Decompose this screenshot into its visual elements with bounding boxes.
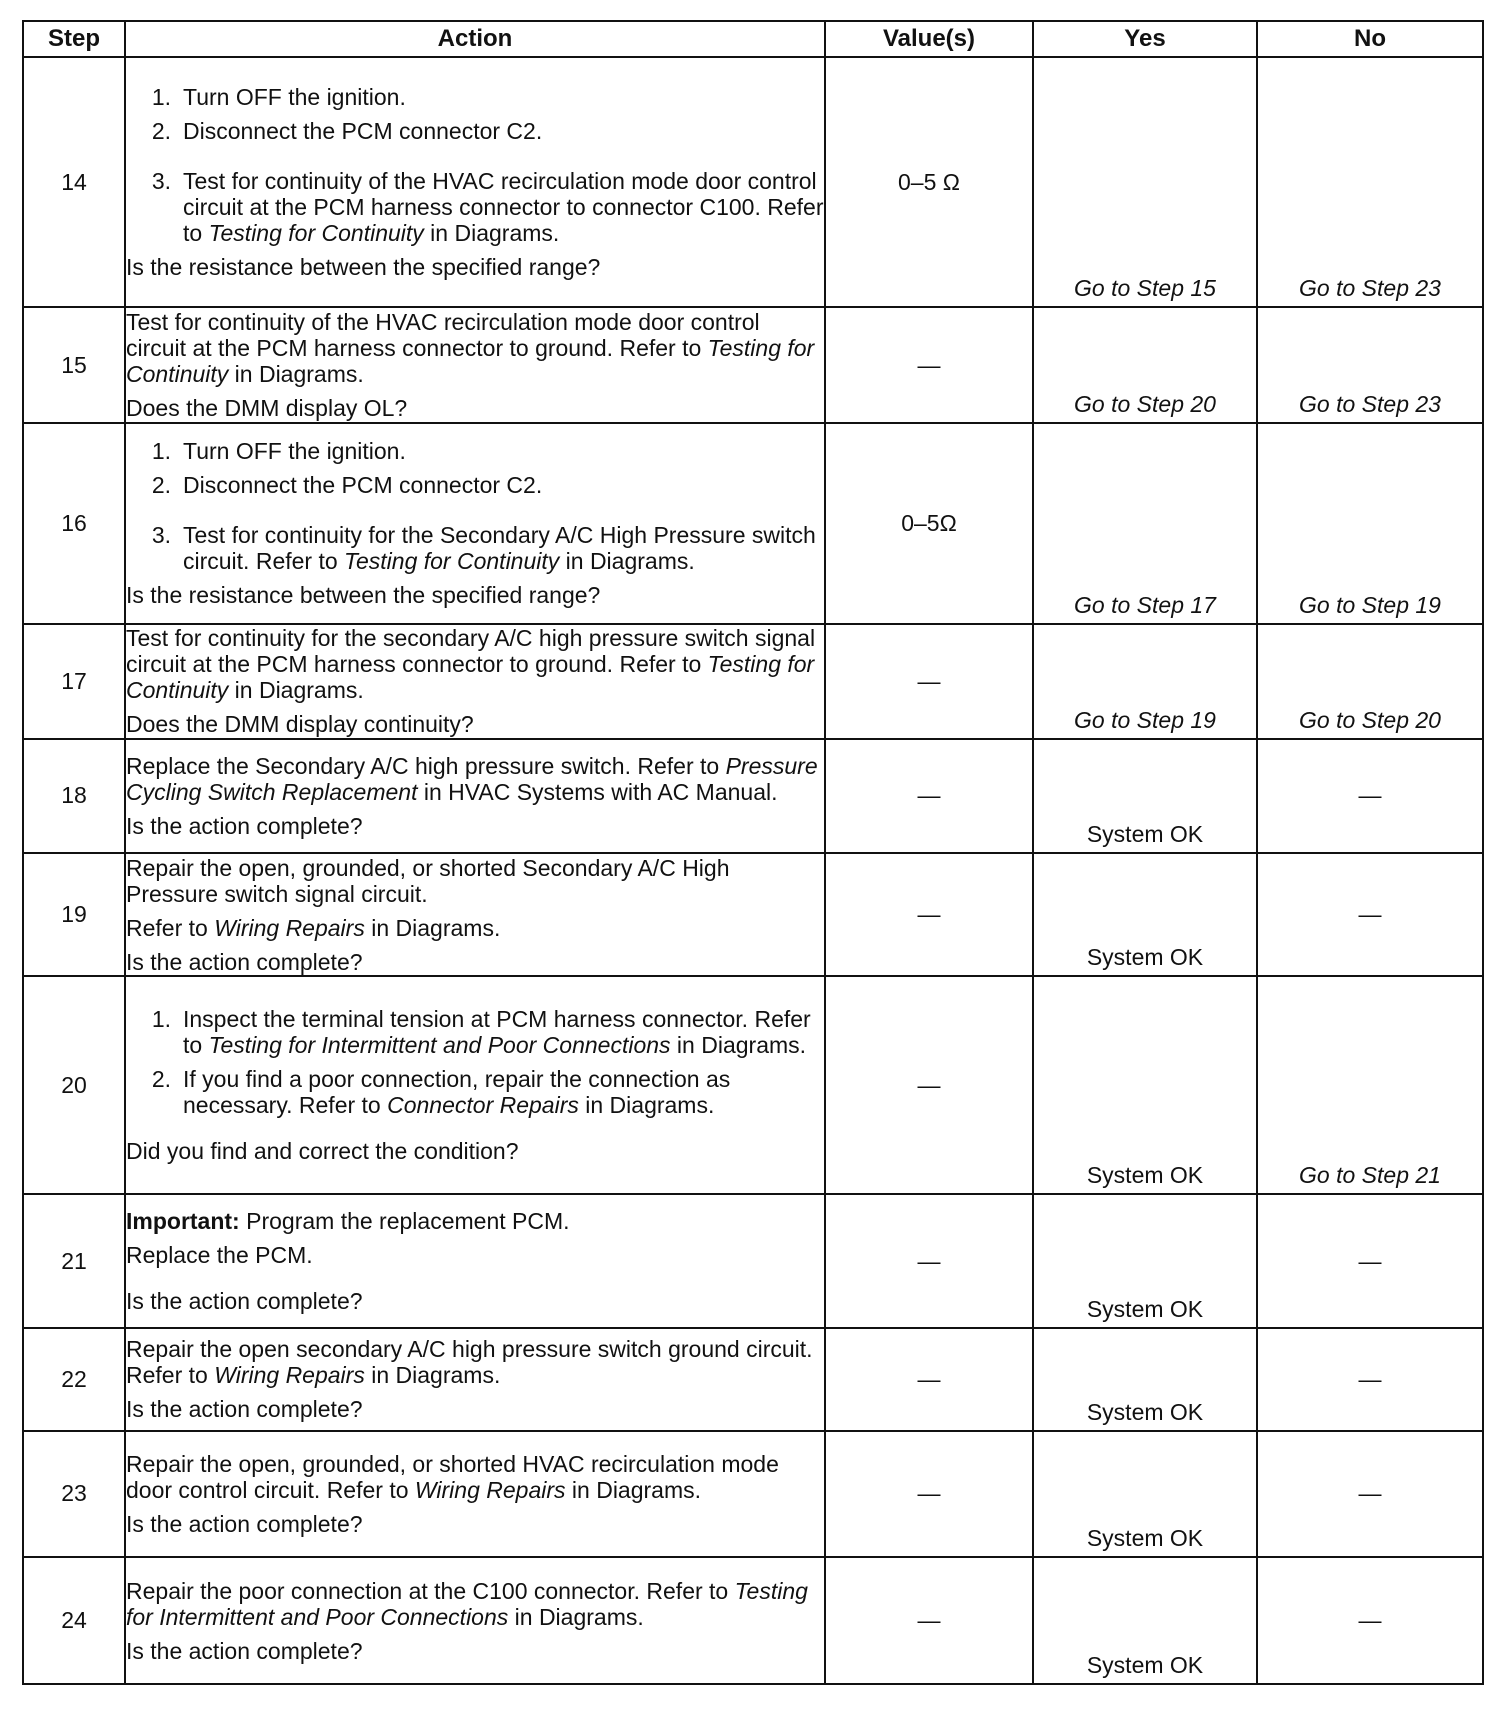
yes-cell: System OK [1033, 976, 1257, 1194]
step-number: 15 [23, 307, 125, 423]
value-cell: — [825, 1431, 1033, 1558]
value-cell: — [825, 307, 1033, 423]
step-number: 22 [23, 1328, 125, 1430]
question-text: Is the action complete? [126, 948, 363, 975]
table-row [23, 739, 1483, 853]
question-text: Is the action complete? [126, 1288, 363, 1315]
reference-link: Testing for Continuity [344, 548, 560, 575]
question-text: Does the DMM display OL? [126, 395, 408, 422]
action-step: 1. Turn OFF the ignition. [151, 84, 406, 111]
action-step: 3. Test for continuity of the HVAC recirculation mode door control circuit at the PCM harness connector to connector C100. Refer to Testing for Continuity in Diagrams. [151, 168, 824, 247]
yes-cell: Go to Step 15 [1033, 57, 1257, 307]
action-cell [125, 1431, 825, 1558]
value-cell: — [825, 1194, 1033, 1328]
yes-cell: System OK [1033, 739, 1257, 853]
action-text: Replace the Secondary A/C high pressure switch. Refer to Pressure Cycling Switch Replacement in HVAC Systems with AC Manual. [126, 752, 818, 805]
action-step: 2. If you find a poor connection, repair the connection as necessary. Refer to Connector Repairs in Diagrams. [151, 1066, 731, 1119]
yes-cell: System OK [1033, 1431, 1257, 1558]
question-text: Is the action complete? [126, 812, 363, 839]
step-number: 19 [23, 853, 125, 977]
step-number: 23 [23, 1431, 125, 1558]
step-number: 14 [23, 57, 125, 307]
action-cell [125, 1557, 825, 1684]
yes-cell: Go to Step 20 [1033, 307, 1257, 423]
question-text: Is the resistance between the specified range? [126, 254, 601, 281]
no-cell: — [1257, 1194, 1483, 1328]
value-cell: — [825, 624, 1033, 740]
table-row [23, 1328, 1483, 1430]
value-cell: — [825, 853, 1033, 977]
reference-link: Wiring Repairs [214, 914, 365, 941]
diagnostic-table [22, 20, 1484, 1685]
action-step: 2. Disconnect the PCM connector C2. [151, 118, 543, 145]
reference-link: Wiring Repairs [214, 1362, 365, 1389]
action-cell [125, 57, 825, 307]
action-step: 2. Disconnect the PCM connector C2. [151, 472, 543, 499]
reference-link: Testing for Continuity [208, 220, 424, 247]
no-cell: Go to Step 19 [1257, 423, 1483, 624]
yes-cell: System OK [1033, 1194, 1257, 1328]
action-cell [125, 307, 825, 423]
action-step: 1. Turn OFF the ignition. [151, 438, 406, 465]
action-text: Test for continuity for the secondary A/C high pressure switch signal circuit at the PCM harness connector to ground. Refer to Testing for Continuity in Diagrams. [126, 625, 816, 704]
action-cell [125, 853, 825, 977]
reference-link: Testing for Intermittent and Poor Connections [208, 1032, 671, 1059]
no-cell: — [1257, 1328, 1483, 1430]
no-cell: — [1257, 1557, 1483, 1684]
action-cell [125, 739, 825, 853]
action-cell [125, 423, 825, 624]
step-number: 17 [23, 624, 125, 740]
table-row [23, 1431, 1483, 1558]
no-cell: Go to Step 23 [1257, 57, 1483, 307]
action-step: 3. Test for continuity for the Secondary A/C High Pressure switch circuit. Refer to Testing for Continuity in Diagrams. [151, 522, 816, 575]
yes-cell: Go to Step 17 [1033, 423, 1257, 624]
table-row [23, 57, 1483, 307]
action-cell [125, 624, 825, 740]
question-text: Is the action complete? [126, 1396, 363, 1423]
value-cell: — [825, 739, 1033, 853]
reference-link: Connector Repairs [387, 1092, 579, 1119]
table-row [23, 307, 1483, 423]
question-text: Is the resistance between the specified range? [126, 582, 601, 609]
header-values: Value(s) [825, 21, 1033, 57]
action-steps [126, 84, 824, 246]
value-cell: 0–5 Ω [825, 57, 1033, 307]
reference-link: Wiring Repairs [414, 1476, 566, 1503]
value-cell: — [825, 1328, 1033, 1430]
action-cell [125, 1194, 825, 1328]
reference-link: Pressure Cycling Switch Replacement [126, 752, 818, 805]
question-text: Is the action complete? [126, 1510, 363, 1537]
header-action: Action [125, 21, 825, 57]
yes-cell: System OK [1033, 1328, 1257, 1430]
step-number: 20 [23, 976, 125, 1194]
value-cell: — [825, 976, 1033, 1194]
action-text: Repair the poor connection at the C100 connector. Refer to Testing for Intermittent and Poor Connections in Diagrams. [126, 1577, 808, 1630]
question-text: Did you find and correct the condition? [126, 1138, 519, 1165]
no-cell: Go to Step 20 [1257, 624, 1483, 740]
no-cell: Go to Step 23 [1257, 307, 1483, 423]
table-row [23, 1557, 1483, 1684]
step-number: 16 [23, 423, 125, 624]
action-reference: Refer to Wiring Repairs in Diagrams. [126, 914, 501, 941]
table-row [23, 1194, 1483, 1328]
table-row [23, 423, 1483, 624]
question-text: Is the action complete? [126, 1637, 363, 1664]
value-cell: — [825, 1557, 1033, 1684]
action-cell [125, 976, 825, 1194]
no-cell: — [1257, 1431, 1483, 1558]
question-text: Does the DMM display continuity? [126, 711, 474, 738]
reference-link: Testing for Continuity [126, 651, 815, 704]
action-text: Repair the open, grounded, or shorted Secondary A/C High Pressure switch signal circuit. [126, 854, 730, 907]
yes-cell: Go to Step 19 [1033, 624, 1257, 740]
action-text: Test for continuity of the HVAC recirculation mode door control circuit at the PCM harness connector to ground. Refer to Testing for Continuity in Diagrams. [126, 309, 815, 388]
header-step: Step [23, 21, 125, 57]
table-row [23, 624, 1483, 740]
step-number: 21 [23, 1194, 125, 1328]
no-cell: — [1257, 739, 1483, 853]
yes-cell: System OK [1033, 1557, 1257, 1684]
yes-cell: System OK [1033, 853, 1257, 977]
reference-link: Testing for Intermittent and Poor Connections [126, 1577, 808, 1630]
no-cell: — [1257, 853, 1483, 977]
header-yes: Yes [1033, 21, 1257, 57]
step-number: 24 [23, 1557, 125, 1684]
table-row [23, 976, 1483, 1194]
header-row [23, 21, 1483, 57]
important-note: Important: Program the replacement PCM. [126, 1208, 570, 1235]
step-number: 18 [23, 739, 125, 853]
action-text: Repair the open secondary A/C high pressure switch ground circuit. Refer to Wiring Repairs in Diagrams. [126, 1336, 813, 1389]
header-no: No [1257, 21, 1483, 57]
value-cell: 0–5Ω [825, 423, 1033, 624]
action-steps [126, 1006, 824, 1118]
action-step: 1. Inspect the terminal tension at PCM harness connector. Refer to Testing for Intermittent and Poor Connections in Diagrams. [151, 1006, 811, 1059]
table-row [23, 853, 1483, 977]
reference-link: Testing for Continuity [126, 335, 815, 388]
no-cell: Go to Step 21 [1257, 976, 1483, 1194]
action-text: Repair the open, grounded, or shorted HVAC recirculation mode door control circuit. Refer to Wiring Repairs in Diagrams. [126, 1450, 779, 1503]
action-steps [126, 438, 824, 574]
action-cell [125, 1328, 825, 1430]
action-text: Replace the PCM. [126, 1242, 313, 1269]
